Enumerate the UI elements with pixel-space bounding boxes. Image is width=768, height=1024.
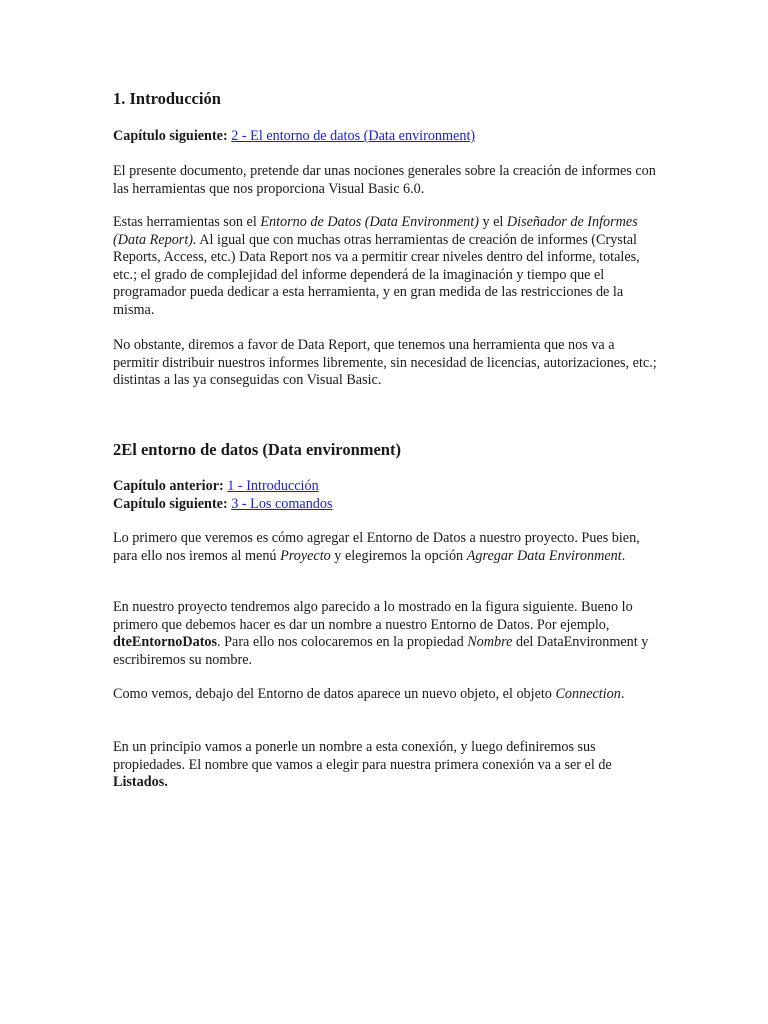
prev-chapter-label: Capítulo anterior: bbox=[113, 478, 224, 494]
text-span: y elegiremos la opción bbox=[330, 547, 467, 564]
italic-span: Agregar Data Environment bbox=[466, 547, 622, 564]
text-span: . Para ello nos colocaremos en la propiedad bbox=[217, 634, 468, 651]
italic-span: Diseñador de Informes (Data Report). bbox=[113, 214, 638, 248]
text-span: . bbox=[621, 547, 626, 564]
italic-span: Proyecto bbox=[280, 547, 331, 564]
text-span: En nuestro proyecto tendremos algo parecido a lo mostrado en la figura siguiente. Bueno lo primero que debemos hacer es dar un nombre a nuestro Entorno de Datos. Por ejemplo, bbox=[113, 599, 633, 633]
section-1-heading: 1. Introducción bbox=[113, 89, 221, 108]
text-span: del DataEnvironment y escribiremos su nombre. bbox=[113, 634, 649, 668]
prev-chapter-link[interactable]: 1 - Introducción bbox=[227, 478, 319, 494]
section-2-heading: 2El entorno de datos (Data environment) bbox=[113, 440, 401, 459]
intro-paragraph-1: El presente documento, pretende dar unas nociones generales sobre la creación de informes con las herramientas que nos proporciona Visual Basic 6.0. bbox=[113, 163, 656, 197]
bold-span: dteEntornoDatos bbox=[113, 634, 218, 651]
intro-paragraph-3: No obstante, diremos a favor de Data Report, que tenemos una herramienta que nos va a permitir distribuir nuestros informes libremente, sin necesidad de licencias, autorizaciones, etc.; distintas a las ya conseguidas con Visual Basic. bbox=[113, 337, 657, 389]
env-paragraph-3 bbox=[113, 686, 658, 704]
bold-span: Listados. bbox=[113, 774, 168, 791]
text-span: Estas herramientas son el bbox=[113, 214, 261, 230]
text-span: Al igual que con muchas otras herramientas de creación de informes (Crystal Reports, Access, etc.) Data Report nos va a permitir crear niveles dentro del informe, totales, etc.; el grado de complejidad del informe dependerá de la imaginación y tiempo que el programador pueda dedicar a esta herramienta, y en gran medida de las restricciones de la misma. bbox=[113, 231, 640, 318]
text-span: . bbox=[620, 686, 625, 702]
env-paragraph-1 bbox=[113, 530, 658, 565]
italic-span: Nombre bbox=[467, 634, 513, 651]
text-span: Como vemos, debajo del Entorno de datos aparece un nuevo objeto, el objeto bbox=[113, 686, 556, 702]
env-paragraph-2 bbox=[113, 599, 658, 669]
section-1-nav bbox=[113, 128, 658, 146]
text-span: y el bbox=[478, 214, 507, 230]
next-chapter-link[interactable]: 2 - El entorno de datos (Data environment) bbox=[231, 128, 476, 144]
next-chapter-link[interactable]: 3 - Los comandos bbox=[231, 495, 333, 512]
env-paragraph-4 bbox=[113, 739, 658, 792]
next-chapter-label: Capítulo siguiente: bbox=[113, 495, 228, 512]
intro-paragraph-2 bbox=[113, 214, 658, 320]
italic-span: Connection bbox=[555, 686, 621, 702]
italic-span: Entorno de Datos (Data Environment) bbox=[260, 214, 479, 230]
next-chapter-label: Capítulo siguiente: bbox=[113, 128, 228, 144]
section-2-nav bbox=[113, 478, 658, 513]
text-span: En un principio vamos a ponerle un nombre a esta conexión, y luego definiremos sus propiedades. El nombre que vamos a elegir para nuestra primera conexión va a ser el de bbox=[113, 739, 612, 773]
text-span: Lo primero que veremos es cómo agregar el Entorno de Datos a nuestro proyecto. Pues bien, para ello nos iremos al menú bbox=[113, 530, 640, 564]
